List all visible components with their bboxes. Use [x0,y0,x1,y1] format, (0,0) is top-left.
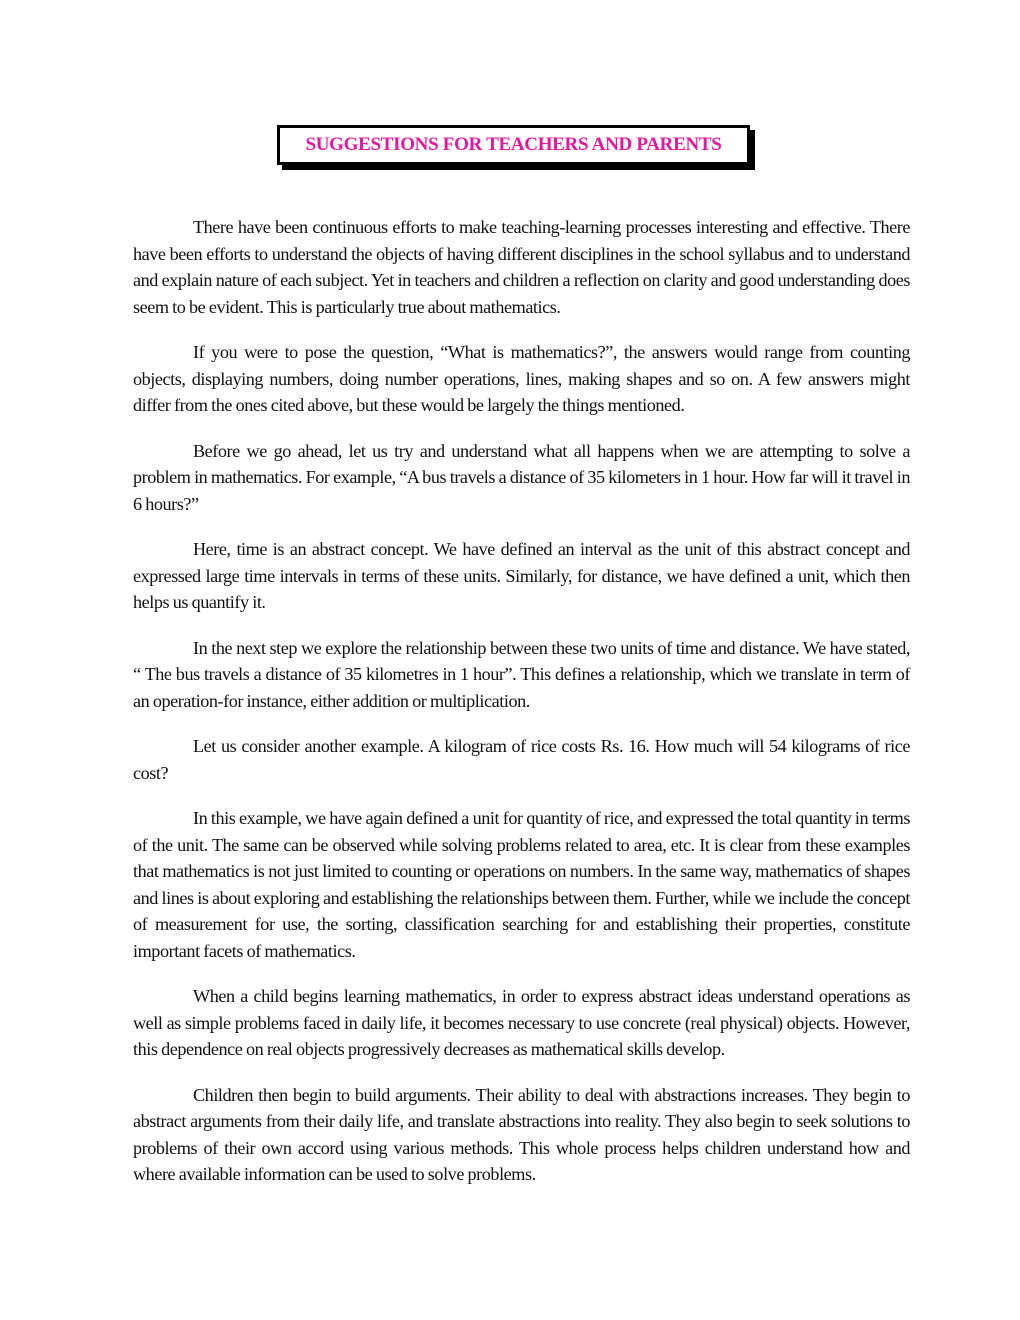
body-text [133,214,910,1207]
paragraph-1: There have been continuous efforts to make teaching-learning processes interesting and effective. There have been efforts to understand the objects of having different disciplines in the school syllabus and to understand and explain nature of each subject. Yet in teachers and children a reflection on clarity and good understanding does seem to be evident. This is particularly true about mathematics. [133,217,910,317]
paragraph-4: Here, time is an abstract concept. We have defined an interval as the unit of this abstract concept and expressed large time intervals in terms of these units. Similarly, for distance, we have defined a unit, which then helps us quantify it. [133,539,910,612]
paragraph-6: Let us consider another example. A kilogram of rice costs Rs. 16. How much will 54 kilograms of rice cost? [133,736,910,783]
paragraph-3: Before we go ahead, let us try and understand what all happens when we are attempting to solve a problem in mathematics. For example, “A bus travels a distance of 35 kilometers in 1 hour. How far will it travel in 6 hours?” [133,440,910,514]
page-title: SUGGESTIONS FOR TEACHERS AND PARENTS [305,134,722,155]
paragraph-9: Children then begin to build arguments. Their ability to deal with abstractions increases. They begin to abstract arguments from their daily life, and translate abstractions into reality. They also begin to seek solutions to problems of their own accord using various methods. This whole process helps children understand how and where available information can be used to solve problems. [133,1084,910,1184]
paragraph-5: In the next step we explore the relationship between these two units of time and distance. We have stated, “ The bus travels a distance of 35 kilometres in 1 hour”. This defines a relationship, which we translate in term of an operation-for instance, either addition or multiplication. [133,637,910,711]
paragraph-2: If you were to pose the question, “What is mathematics?”, the answers would range from counting objects, displaying numbers, doing number operations, lines, making shapes and so on. A few answers might differ from the ones cited above, but these would be largely the things mentioned. [133,342,910,415]
title-box [277,125,750,165]
paragraph-7: In this example, we have again defined a unit for quantity of rice, and expressed the total quantity in terms of the unit. The same can be observed while solving problems related to area, etc. It is clear from these examples that mathematics is not just limited to counting or operations on numbers. In the same way, mathematics of shapes and lines is about exploring and establishing the relationships between them. Further, while we include the concept of measurement for use, the sorting, classification searching for and establishing their properties, constitute important facets of mathematics. [133,808,910,961]
paragraph-8: When a child begins learning mathematics, in order to express abstract ideas understand operations as well as simple problems faced in daily life, it becomes necessary to use concrete (real physical) objects. However, this dependence on real objects progressively decreases as mathematical skills develop. [133,986,910,1059]
